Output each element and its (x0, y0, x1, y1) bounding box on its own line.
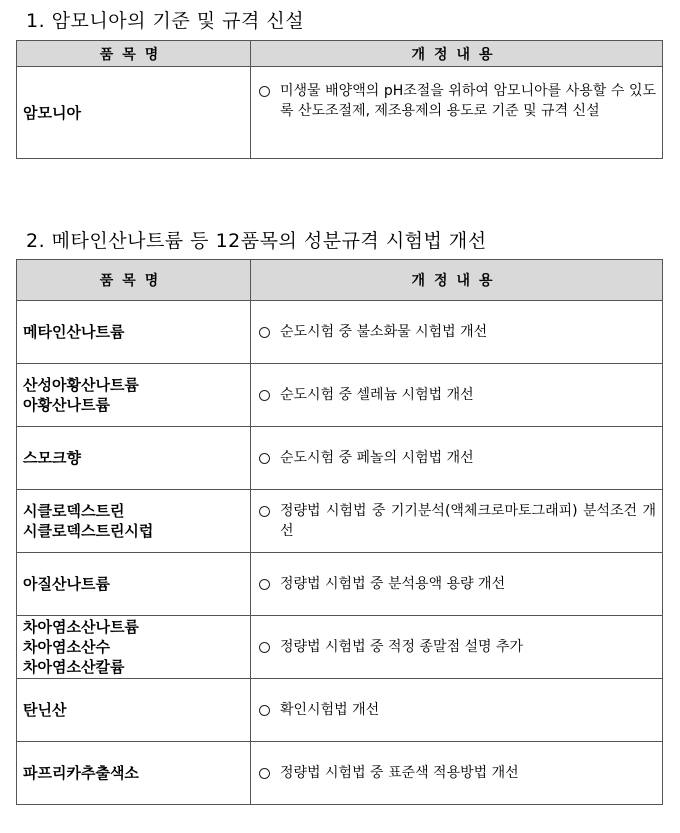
item-name: 시클로덱스트린 (23, 502, 125, 520)
item-name: 파프리카추출색소 (23, 764, 139, 782)
revision-text: 정량법 시험법 중 분석용액 용량 개선 (280, 576, 506, 592)
table-row (17, 553, 663, 616)
item-name: 암모니아 (23, 103, 81, 122)
table-row (17, 679, 663, 742)
revision-text: 순도시험 중 셀레늄 시험법 개선 (280, 387, 474, 403)
table-row (17, 364, 663, 427)
item-name-cell (17, 67, 251, 159)
revision-text: 정량법 시험법 중 기기분석(액체크로마토그래피) 분석조건 개선 (280, 503, 656, 539)
circle-bullet-icon (259, 506, 270, 517)
circle-bullet-icon (259, 705, 270, 716)
table-row (17, 301, 663, 364)
revision-cell (251, 679, 663, 742)
item-name: 시클로덱스트린시럽 (23, 522, 154, 540)
revision-cell (251, 427, 663, 490)
table-header-row (17, 260, 663, 301)
table-row (17, 67, 663, 159)
section2-heading: 2. 메타인산나트륨 등 12품목의 성분규격 시험법 개선 (26, 230, 487, 252)
circle-bullet-icon (259, 453, 270, 464)
table-row (17, 616, 663, 679)
item-name: 탄닌산 (23, 701, 67, 719)
revision-text: 순도시험 중 불소화물 시험법 개선 (280, 324, 488, 340)
item-name: 차아염소산수 (23, 638, 110, 656)
header-item-name: 품목명 (17, 41, 251, 67)
item-name: 아황산나트륨 (23, 396, 110, 414)
circle-bullet-icon (259, 579, 270, 590)
section2-table (16, 259, 663, 805)
item-name: 차아염소산칼륨 (23, 658, 125, 676)
circle-bullet-icon (259, 768, 270, 779)
revision-text: 순도시험 중 페놀의 시험법 개선 (280, 450, 474, 466)
revision-text: 정량법 시험법 중 표준색 적용방법 개선 (280, 765, 519, 781)
item-name-cell (17, 427, 251, 490)
header-item-name: 품목명 (17, 260, 251, 301)
header-revision: 개정내용 (251, 260, 663, 301)
revision-text: 정량법 시험법 중 적정 종말점 설명 추가 (280, 639, 524, 655)
item-name: 차아염소산나트륨 (23, 618, 139, 636)
circle-bullet-icon (259, 327, 270, 338)
section1-table (16, 40, 663, 159)
item-name-cell (17, 679, 251, 742)
table-row (17, 742, 663, 805)
revision-cell (251, 616, 663, 679)
revision-cell (251, 364, 663, 427)
table-row (17, 427, 663, 490)
item-name: 아질산나트륨 (23, 575, 110, 593)
circle-bullet-icon (259, 86, 270, 97)
header-revision: 개정내용 (251, 41, 663, 67)
circle-bullet-icon (259, 642, 270, 653)
item-name-cell (17, 742, 251, 805)
item-name-cell (17, 553, 251, 616)
item-name-cell (17, 490, 251, 553)
item-name-cell (17, 364, 251, 427)
revision-cell (251, 301, 663, 364)
item-name-cell (17, 301, 251, 364)
table-header-row (17, 41, 663, 67)
table-row (17, 490, 663, 553)
item-name: 산성아황산나트륨 (23, 376, 139, 394)
item-name: 메타인산나트륨 (23, 323, 125, 341)
revision-cell (251, 490, 663, 553)
revision-cell (251, 67, 663, 159)
circle-bullet-icon (259, 390, 270, 401)
item-name-cell (17, 616, 251, 679)
item-name: 스모크향 (23, 449, 81, 467)
revision-text: 미생물 배양액의 pH조절을 위하여 암모니아를 사용할 수 있도록 산도조절제, 제조용제의 용도로 기준 및 규격 신설 (280, 83, 656, 119)
revision-text: 확인시험법 개선 (280, 702, 380, 718)
revision-cell (251, 553, 663, 616)
revision-cell (251, 742, 663, 805)
section1-heading: 1. 암모니아의 기준 및 규격 신설 (26, 10, 305, 32)
